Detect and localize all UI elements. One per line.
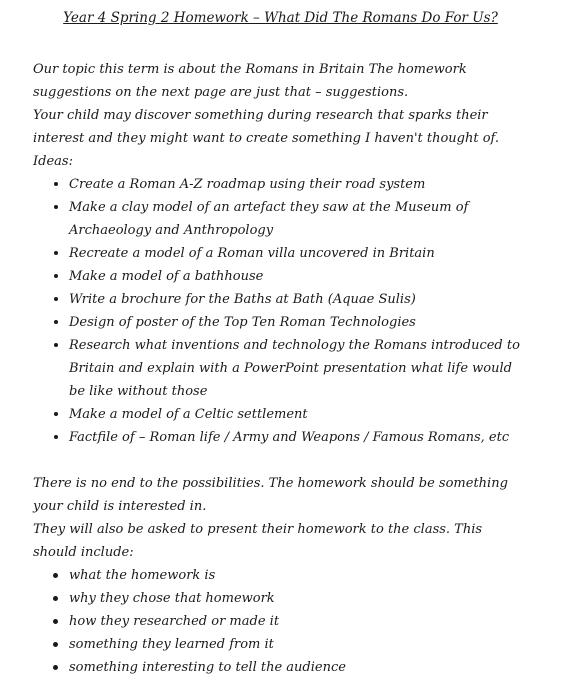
closing-paragraph-1: There is no end to the possibilities. The homework should be something your child is interested in. xyxy=(33,476,508,514)
intro-paragraph-2: Your child may discover something during research that sparks their interest and they might want to create something I haven't thought of. xyxy=(33,108,500,146)
list-item: Make a model of a bathhouse xyxy=(69,265,528,288)
ideas-label: Ideas: xyxy=(33,154,73,169)
list-item: Design of poster of the Top Ten Roman Technologies xyxy=(69,311,528,334)
closing-paragraph-2: They will also be asked to present their homework to the class. This should include: xyxy=(33,522,483,560)
list-item: what the homework is xyxy=(69,564,528,587)
list-item: Make a clay model of an artefact they saw at the Museum of Archaeology and Anthropology xyxy=(69,196,528,242)
list-item: Make a model of a Celtic settlement xyxy=(69,403,528,426)
list-item: Write a brochure for the Baths at Bath (Aquae Sulis) xyxy=(69,288,528,311)
list-item: Research what inventions and technology the Romans introduced to Britain and explain with a PowerPoint presentation what life would be like without those xyxy=(69,334,528,403)
list-item: Recreate a model of a Roman villa uncovered in Britain xyxy=(69,242,528,265)
ideas-list xyxy=(33,173,528,449)
list-item: how they researched or made it xyxy=(69,610,528,633)
list-item: something they learned from it xyxy=(69,633,528,656)
list-item: Factfile of – Roman life / Army and Weapons / Famous Romans, etc xyxy=(69,426,528,449)
spacer xyxy=(33,449,528,472)
list-item: why they chose that homework xyxy=(69,587,528,610)
page-title: Year 4 Spring 2 Homework – What Did The Romans Do For Us? xyxy=(63,10,498,26)
list-item: Create a Roman A-Z roadmap using their road system xyxy=(69,173,528,196)
list-item: something interesting to tell the audience xyxy=(69,656,528,679)
intro-paragraph-1: Our topic this term is about the Romans in Britain The homework suggestions on the next page are just that – suggestions. xyxy=(33,62,467,100)
presentation-points-list xyxy=(33,564,528,679)
